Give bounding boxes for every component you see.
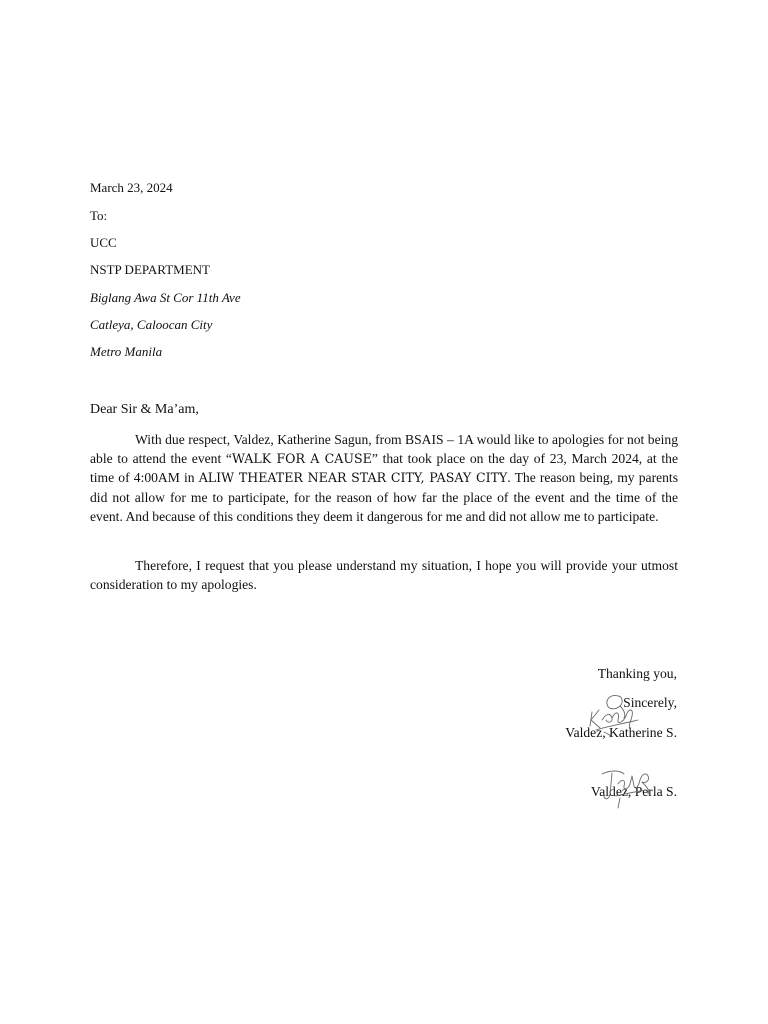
closing-sincerely: Sincerely, bbox=[623, 695, 677, 710]
closing-thanks: Thanking you, bbox=[597, 666, 677, 681]
event-venue: ALIW THEATER NEAR STAR CITY, PASAY CITY bbox=[198, 470, 508, 486]
recipient-department: NSTP DEPARTMENT bbox=[90, 262, 210, 277]
body-paragraph-2: Therefore, I request that you please understand my situation, I hope you will provide your utmost consideration to my apologies. bbox=[90, 558, 678, 593]
body-paragraph-1-part-b: ” that took place on the day of 23, March 2024, at the time of 4:00AM in bbox=[90, 451, 679, 486]
event-name: WALK FOR A CAUSE bbox=[231, 451, 372, 467]
recipient-address-line1: Biglang Awa St Cor 11th Ave bbox=[90, 290, 241, 305]
body-paragraph-1 bbox=[90, 430, 678, 526]
letter-date: March 23, 2024 bbox=[90, 180, 173, 195]
recipient-address-line3: Metro Manila bbox=[90, 344, 163, 359]
signatory-2-name: Valdez, Perla S. bbox=[590, 784, 677, 799]
signatory-1-name: Valdez, Katherine S. bbox=[565, 725, 677, 740]
recipient-org: UCC bbox=[90, 235, 117, 250]
recipient-address-line2: Catleya, Caloocan City bbox=[90, 317, 213, 332]
body-paragraph-1-part-c: . The reason being, my parents did not allow for me to participate, for the reason of how far the place of the event and the time of the event. And because of this conditions they deem it dangerous for me and did not allow me to participate. bbox=[90, 470, 678, 524]
body-paragraph-1-part-a: With due respect, Valdez, Katherine Sagun, from BSAIS – 1A would like to apologies for not being able to attend the event “ bbox=[90, 432, 678, 467]
salutation: Dear Sir & Ma’am, bbox=[90, 402, 199, 417]
to-label: To: bbox=[90, 208, 108, 223]
